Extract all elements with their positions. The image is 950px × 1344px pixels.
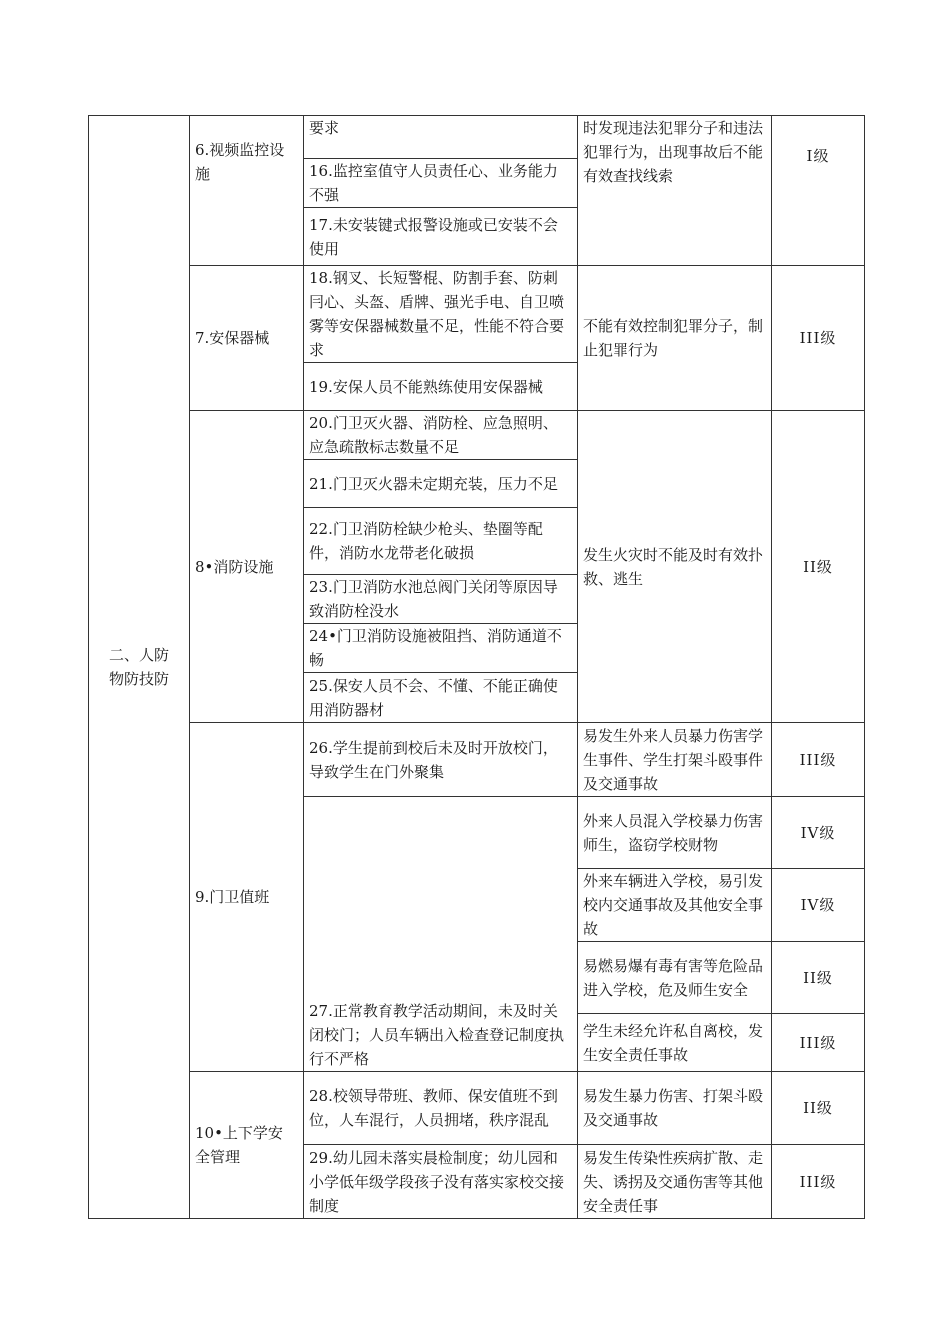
result-cell: 学生未经允许私自离校，发生安全责任事故 (578, 1014, 772, 1072)
item-cell: 10•上下学安全管理 (190, 1072, 304, 1219)
hazard-cell: 21.门卫灭火器未定期充装，压力不足 (304, 460, 578, 508)
hazard-cell: 23.门卫消防水池总阀门关闭等原因导致消防栓没水 (304, 575, 578, 624)
table-row (89, 723, 865, 797)
item-cell: 9.门卫值班 (190, 723, 304, 1072)
category-cell: 二、人防物防技防 (89, 116, 190, 1219)
level-cell: III级 (772, 1145, 865, 1219)
hazard-cell: 27.正常教育教学活动期间，未及时关闭校门；人员车辆出入检查登记制度执行不严格 (304, 797, 578, 1072)
item-cell: 7.安保器械 (190, 266, 304, 411)
table-row (89, 266, 865, 363)
result-cell: 易燃易爆有毒有害等危险品进入学校，危及师生安全 (578, 942, 772, 1014)
result-cell: 易发生传染性疾病扩散、走失、诱拐及交通伤害等其他安全责任事 (578, 1145, 772, 1219)
table-row (89, 1072, 865, 1145)
hazard-cell: 要求 (304, 116, 578, 159)
level-cell: II级 (772, 1072, 865, 1145)
level-cell: III级 (772, 1014, 865, 1072)
result-cell: 外来车辆进入学校，易引发校内交通事故及其他安全事故 (578, 869, 772, 942)
result-cell: 易发生外来人员暴力伤害学生事件、学生打架斗殴事件及交通事故 (578, 723, 772, 797)
hazard-cell: 25.保安人员不会、不懂、不能正确使用消防器材 (304, 673, 578, 723)
hazard-cell: 16.监控室值守人员责任心、业务能力不强 (304, 159, 578, 208)
hazard-cell: 19.安保人员不能熟练使用安保器械 (304, 363, 578, 411)
result-cell: 外来人员混入学校暴力伤害师生，盗窃学校财物 (578, 797, 772, 869)
hazard-cell: 29.幼儿园未落实晨检制度；幼儿园和小学低年级学段孩子没有落实家校交接制度 (304, 1145, 578, 1219)
hazard-cell: 20.门卫灭火器、消防栓、应急照明、应急疏散标志数量不足 (304, 411, 578, 460)
hazard-cell: 17.未安装键式报警设施或已安装不会使用 (304, 208, 578, 266)
level-cell: II级 (772, 942, 865, 1014)
hazard-cell: 24•门卫消防设施被阻挡、消防通道不畅 (304, 624, 578, 673)
result-cell: 发生火灾时不能及时有效扑救、逃生 (578, 411, 772, 723)
table-row (89, 116, 865, 159)
result-cell: 不能有效控制犯罪分子，制止犯罪行为 (578, 266, 772, 411)
level-cell: I级 (772, 116, 865, 266)
table-row (89, 411, 865, 460)
risk-table (88, 115, 865, 1219)
hazard-cell: 28.校领导带班、教师、保安值班不到位，人车混行，人员拥堵，秩序混乱 (304, 1072, 578, 1145)
result-cell: 时发现违法犯罪分子和违法犯罪行为，出现事故后不能有效查找线索 (578, 116, 772, 266)
item-cell: 6.视频监控设施 (190, 116, 304, 266)
hazard-cell: 18.钢叉、长短警棍、防割手套、防刺冃心、头盔、盾牌、强光手电、自卫喷雾等安保器械数量不足，性能不符合要求 (304, 266, 578, 363)
hazard-cell: 22.门卫消防栓缺少枪头、垫圈等配件，消防水龙带老化破损 (304, 508, 578, 575)
level-cell: II级 (772, 411, 865, 723)
item-cell: 8•消防设施 (190, 411, 304, 723)
level-cell: IV级 (772, 797, 865, 869)
level-cell: IV级 (772, 869, 865, 942)
result-cell: 易发生暴力伤害、打架斗殴及交通事故 (578, 1072, 772, 1145)
level-cell: III级 (772, 266, 865, 411)
level-cell: III级 (772, 723, 865, 797)
hazard-cell: 26.学生提前到校后未及时开放校门，导致学生在门外聚集 (304, 723, 578, 797)
